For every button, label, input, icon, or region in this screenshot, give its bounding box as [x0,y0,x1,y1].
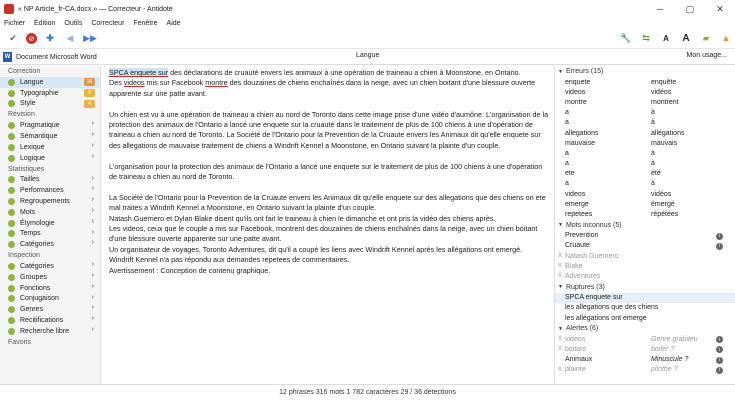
menu-aide[interactable]: Aide [166,20,181,27]
unknown-word: Adventures [565,272,601,280]
info-icon[interactable]: i [716,346,723,353]
info-icon[interactable]: i [716,357,723,364]
error-correction: répétées [651,211,679,219]
alert-word: boitant [565,345,587,353]
paragraph-9[interactable]: Avertissement : Conception de contenu graphique. [109,265,271,275]
status-dot-icon [8,317,15,324]
sidebar-item-label: Performances [20,187,64,195]
ignored-x-icon[interactable]: X [558,336,563,343]
sidebar-item-label: Recherche libre [20,327,70,335]
sidebar-item-fonctions[interactable] [0,283,100,294]
ignored-x-icon[interactable]: X [558,253,563,260]
sidebar-item-label: Logique [20,154,45,162]
sidebar-item-label: Langue [20,78,44,86]
error-correction: vidéos [651,88,672,96]
text-run: des douzaines de chiens enchaînés dans la neige, avec un chien boitant d'une blessure ouverte apparente sur une patte avant. [109,78,536,98]
unknown-word: Natash Guerriero [565,252,619,260]
status-dot-icon [8,241,15,248]
sidebar-item-temps[interactable] [0,229,100,240]
green-book-icon[interactable]: ▰ [702,32,710,43]
antidote-app-icon [4,4,14,14]
inconnus-header[interactable]: ▼ Mots inconnus (5) [558,221,622,229]
status-dot-icon [8,306,15,313]
error-row[interactable] [555,108,735,118]
menu-fichier[interactable]: Fichier [4,20,26,27]
info-icon[interactable]: i [716,336,723,343]
rupture-text: les allégations ont emerge [565,314,647,322]
paragraph-6[interactable]: Les videos, ceux que le couple a mis sur Facebook, montrent des douzaines de chiens enchaînés dans la neige, avec un chien boitant d'une blessure ouverte apparente sur une patte avant. [109,224,538,244]
next-icon[interactable]: ▶▶ [83,33,97,43]
error-word: ete [565,170,575,178]
menu-fenetre[interactable]: Fenêtre [133,20,158,27]
paragraph-3[interactable]: L'organisation pour la protection des animaux de l'Ontario a lancé une enquete sur le traitement de plus de 100 chiens à une d'opération de traineau a chien au nord de Toronto. [109,161,543,182]
unknown-word-row[interactable] [555,251,735,261]
chevron-right-icon: › [91,206,94,214]
ignored-x-icon[interactable]: X [558,346,563,353]
error-row[interactable] [555,179,735,189]
prism-label: Langue [356,52,380,59]
chevron-right-icon: › [91,293,94,301]
sidebar-item-catégories[interactable] [0,261,100,272]
status-dot-icon [8,144,15,151]
chevron-right-icon: › [91,271,94,279]
info-icon[interactable]: i [716,243,723,250]
sidebar-item-label: Étymologie [20,219,55,227]
alert-row[interactable] [555,344,735,354]
sidebar-item-sémantique[interactable] [0,131,100,142]
status-dot-icon [8,79,15,86]
status-dot-icon [8,328,15,335]
previous-icon[interactable]: ◀ [66,33,74,43]
erreurs-header[interactable]: ▼ Erreurs (15) [558,68,604,75]
error-correction: à [651,180,655,188]
error-correction: à [651,109,655,117]
chevron-right-icon: › [91,131,94,139]
sidebar-item-performances[interactable] [0,185,100,196]
error-row[interactable] [555,189,735,199]
paragraph-4[interactable]: La Société de l'Ontario pour la Prevention de la Cruaute envers les Animaux dit qu'elle enquete sur des allegations que des chiens on ete mal traites a Windrift Kennel a Moonstone, en Ontario suivant la plainte d'un couple. [109,192,546,213]
sidebar-item-label: Catégories [20,263,54,271]
section-favoris[interactable]: Favoris [8,338,31,346]
alert-row[interactable] [555,355,735,365]
error-row[interactable] [555,159,735,169]
error-word: a [565,180,569,188]
collapse-triangle-icon: ▼ [558,325,563,332]
status-dot-icon [8,295,15,302]
chevron-right-icon: › [91,152,94,160]
error-correction: à [651,160,655,168]
error-row[interactable] [555,128,735,138]
error-row[interactable] [555,199,735,209]
section-inspection: Inspection [8,252,40,260]
error-word: emerge [565,200,589,208]
chevron-right-icon: › [91,239,94,247]
sidebar [0,66,101,384]
flagged-word[interactable]: SPCA enquete sur [109,68,169,77]
sidebar-item-mots[interactable] [0,207,100,218]
error-row[interactable] [555,87,735,97]
sidebar-item-recherche-libre[interactable] [0,326,100,337]
sidebar-item-tailles[interactable] [0,175,100,186]
ruptures-header[interactable]: ▼ Ruptures (3) [558,283,605,291]
sidebar-item-label: Conjugaison [20,295,59,303]
alert-word: Animaux [565,356,593,364]
chevron-right-icon: › [91,141,94,149]
detections-panel [554,66,735,384]
section-correction: Correction [8,68,41,75]
wrench-icon[interactable]: 🔧 [620,32,632,43]
status-dot-icon [8,274,15,281]
error-word: mauvaise [565,139,595,147]
error-correction: montrent [651,98,679,106]
error-correction: à [651,149,655,157]
paragraph-7[interactable]: Un organisateur de voyages, Toronto Adventures, dit qu'il a coupé les liens avec Windrift Kennel après les allégations ont emergé. [109,244,523,254]
sidebar-item-catégories[interactable] [0,239,100,250]
info-icon[interactable]: i [716,233,723,240]
text-run: mis sur Facebook [144,78,206,88]
rupture-text: SPCA enquete sur [565,294,623,302]
ignored-x-icon[interactable]: X [558,273,563,280]
close-icon[interactable]: ✕ [716,3,724,14]
status-dot-icon [8,209,15,216]
alertes-header[interactable]: ▼ Alertes (6) [558,325,599,333]
unknown-word-row[interactable] [555,241,735,251]
alert-hint: plinthe ? [651,366,678,374]
status-dot-icon [8,285,15,292]
unknown-word: Prevention [565,232,599,240]
flagged-word[interactable]: montre [205,78,228,88]
error-correction: allégations [651,129,685,137]
font-small-icon[interactable]: A [663,33,669,43]
chevron-right-icon: › [91,174,94,182]
status-bar: 12 phrases 316 mots 1 782 caractères 29 / 36 détections [0,384,735,400]
chevron-right-icon: › [91,217,94,225]
sidebar-item-conjugaison[interactable] [0,294,100,305]
minimize-icon[interactable]: ─ [656,4,664,14]
paragraph-1[interactable] [109,68,549,78]
error-word: montre [565,98,587,106]
count-badge: 36 [84,78,95,86]
sidebar-item-genres[interactable] [0,304,100,315]
menu-outils[interactable]: Outils [64,20,83,27]
alert-row[interactable] [555,365,735,375]
status-dot-icon [8,230,15,237]
error-correction: émergé [651,200,675,208]
error-row[interactable] [555,118,735,128]
paragraph-5[interactable]: Natash Guerriero et Dylan Blake disent qu'ils ont fait le traineau à chien le dimanche et ont pris la vidéo des chiens après. [109,213,496,223]
chevron-right-icon: › [91,325,94,333]
font-large-icon[interactable]: A [682,32,690,44]
error-correction: enquête [651,78,677,86]
word-document-icon: W [4,54,11,60]
error-word: repetees [565,211,593,219]
sidebar-item-étymologie[interactable] [0,218,100,229]
status-dot-icon [8,100,15,107]
sidebar-item-label: Style [20,100,36,108]
error-word: a [565,119,569,127]
sidebar-item-label: Groupes [20,273,47,281]
menu-bar [0,18,735,29]
error-word: videos [565,190,586,198]
error-correction: vidéos [651,190,672,198]
sidebar-item-label: Pragmatique [20,122,60,130]
unknown-word-row[interactable] [555,231,735,241]
chevron-right-icon: › [91,315,94,323]
text-run: des déclarations de cruauté envers les animaux à une opération de traineau a chien à Moonstone, en Ontario. [168,68,521,77]
sidebar-item-label: Fonctions [20,284,51,292]
sidebar-item-groupes[interactable] [0,272,100,283]
text-run: Des [109,78,124,88]
unknown-word: Cruaute [565,242,590,250]
chevron-right-icon: › [91,120,94,128]
error-correction: été [651,170,661,178]
status-dot-icon [8,155,15,162]
alert-word: videos [565,335,586,343]
error-word: enquete [565,78,591,86]
status-dot-icon [8,122,15,129]
chevron-right-icon: › [91,282,94,290]
alert-hint: Minuscule ? [651,356,689,364]
sidebar-item-label: Temps [20,230,41,238]
sidebar-item-label: Typographie [20,89,59,97]
alert-hint: Genre grabiteu [651,335,698,343]
collapse-triangle-icon: ▼ [558,222,563,229]
status-dot-icon [8,220,15,227]
sidebar-item-label: Mots [20,208,36,216]
error-correction: à [651,119,655,127]
status-dot-icon [8,133,15,140]
error-row[interactable] [555,209,735,219]
sidebar-item-logique[interactable] [0,153,100,164]
replace-icon[interactable]: ⇆ [642,32,650,43]
paragraph-2[interactable]: Un chien est vu à une opération de traineau a chien au nord de Toronto dans cette image prise d'une vidéo d'aumône. L'organisation de la protection des animaux de l'Ontario a lancé une enquete sur la cruauté dans le traitement de plus de 100 chiens à une d'opération de traineau a chien au nord de Toronto. La Société de l'Ontario pour la Prevention de la Cruaute envers les Animaux dit qu'elle enquete sur des allegations de mauvaise traitement de chiens a Windrift Kennel a Moonstone, en Ontario suivant la plainte d'un couple. [109,109,549,150]
sidebar-item-label: Recitifications [20,317,64,325]
usage-button[interactable]: Mon usage... [686,52,727,59]
sidebar-item-lexique[interactable] [0,142,100,153]
orange-guide-icon[interactable]: ▲ [721,33,731,43]
error-word: a [565,149,569,157]
section-revision: Révision [8,111,35,119]
error-word: allegations [565,129,599,137]
sidebar-item-label: Regroupements [20,198,70,206]
alert-row[interactable] [555,334,735,344]
error-word: a [565,109,569,117]
error-row[interactable] [555,77,735,87]
rupture-text: les allegations que des chiens [565,304,659,312]
ignored-x-icon[interactable]: X [558,263,563,270]
toolbar [0,29,735,49]
paragraph-8[interactable]: Windrift Kennel n'a pas répondu aux demandes repetees de commentaires. [109,255,350,265]
collapse-triangle-icon: ▼ [558,68,563,75]
document-bar [0,50,735,65]
sidebar-item-label: Sémantique [20,133,58,141]
paragraph-1b[interactable] [109,78,549,99]
sidebar-item-recitifications[interactable] [0,315,100,326]
flagged-word[interactable]: videos [123,78,145,88]
sidebar-item-langue[interactable] [0,77,100,88]
status-dot-icon [8,198,15,205]
error-row[interactable] [555,148,735,158]
unknown-word: Blake [565,262,583,270]
status-dot-icon [8,187,15,194]
menu-edition[interactable]: Édition [34,20,56,27]
error-row[interactable] [555,169,735,179]
document-text[interactable] [103,66,553,384]
ignored-x-icon[interactable]: X [558,366,563,373]
unknown-word-row[interactable] [555,261,735,271]
chevron-right-icon: › [91,261,94,269]
sidebar-item-pragmatique[interactable] [0,120,100,131]
chevron-right-icon: › [91,304,94,312]
window-title: « NP Article_fr-CA.docx » — Correcteur - Antidote [18,5,173,13]
chevron-right-icon: › [91,196,94,204]
sidebar-item-label: Genres [20,306,43,314]
checkmark-icon[interactable]: ✔ [9,33,17,43]
rupture-row[interactable] [555,303,735,313]
count-badge: 0 [84,89,95,97]
rupture-row[interactable] [555,313,735,323]
error-word: videos [565,88,586,96]
menu-correcteur[interactable]: Correcteur [91,20,125,27]
prohibited-icon[interactable]: ⊘ [26,33,37,44]
sidebar-item-regroupements[interactable] [0,196,100,207]
document-name: Document Microsoft Word [16,53,97,61]
status-dot-icon [8,90,15,97]
unknown-word-row[interactable] [555,271,735,281]
sidebar-item-typographie[interactable] [0,88,100,99]
info-icon[interactable]: i [716,367,723,374]
rupture-row[interactable] [555,293,735,303]
sidebar-item-label: Tailles [20,176,40,184]
title-bar [0,0,735,18]
add-icon[interactable]: ✚ [46,33,54,43]
sidebar-item-style[interactable] [0,99,100,110]
sidebar-item-label: Lexique [20,143,45,151]
chevron-right-icon: › [91,228,94,236]
count-badge: 4 [84,100,95,108]
sidebar-item-label: Catégories [20,241,54,249]
error-row[interactable] [555,97,735,107]
error-correction: mauvais [651,139,678,147]
chevron-right-icon: › [91,185,94,193]
collapse-triangle-icon: ▼ [558,284,563,291]
status-dot-icon [8,176,15,183]
section-statistiques: Statistiques [8,165,45,173]
alert-hint: boiter ? [651,345,675,353]
error-row[interactable] [555,138,735,148]
maximize-icon[interactable]: ▢ [685,3,695,14]
status-dot-icon [8,263,15,270]
alert-word: plainte [565,366,586,374]
error-word: a [565,160,569,168]
